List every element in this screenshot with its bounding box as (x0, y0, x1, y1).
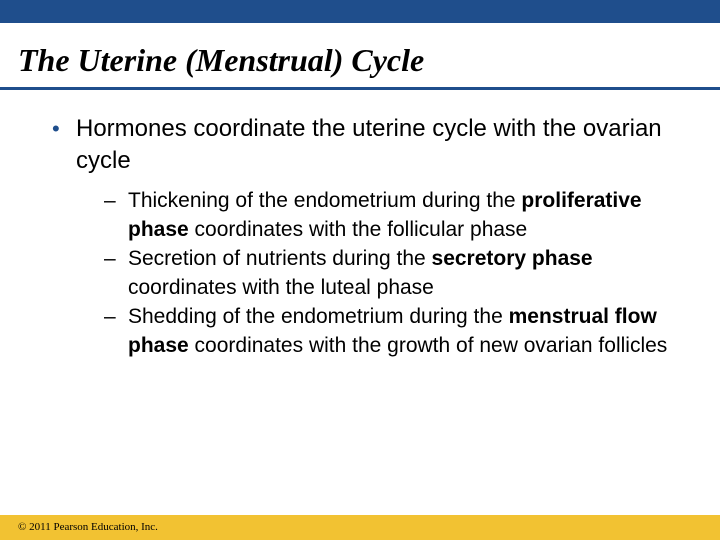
sub-bullet-text: Secretion of nutrients during the (128, 247, 432, 270)
top-banner (0, 0, 720, 23)
sub-bullet-text: coordinates with the follicular phase (188, 218, 528, 241)
title-divider (0, 87, 720, 90)
sub-bullet-text: Shedding of the endometrium during the (128, 305, 509, 328)
sub-bullet-text: coordinates with the growth of new ovarian follicles (188, 334, 668, 357)
sub-bullet-text: coordinates with the luteal phase (128, 276, 434, 299)
dash-marker: – (104, 247, 116, 270)
sub-bullet-term: secretory phase (431, 247, 593, 270)
main-bullet-text: Hormones coordinate the uterine cycle with the ovarian cycle (76, 115, 662, 174)
sub-bullet-text: Thickening of the endometrium during the (128, 189, 522, 212)
main-bullet (52, 113, 692, 177)
sub-bullet-list (104, 186, 704, 360)
dash-marker: – (104, 305, 116, 328)
sub-bullet-item (104, 302, 704, 360)
bullet-marker-icon: • (52, 116, 60, 141)
sub-bullet-item (104, 244, 704, 302)
sub-bullet-term: proliferative phase (128, 189, 642, 241)
dash-marker: – (104, 189, 116, 212)
sub-bullet-term: menstrual flow phase (128, 305, 657, 357)
slide-title: The Uterine (Menstrual) Cycle (18, 42, 425, 78)
copyright-footer: © 2011 Pearson Education, Inc. (18, 521, 158, 533)
sub-bullet-item (104, 186, 704, 244)
